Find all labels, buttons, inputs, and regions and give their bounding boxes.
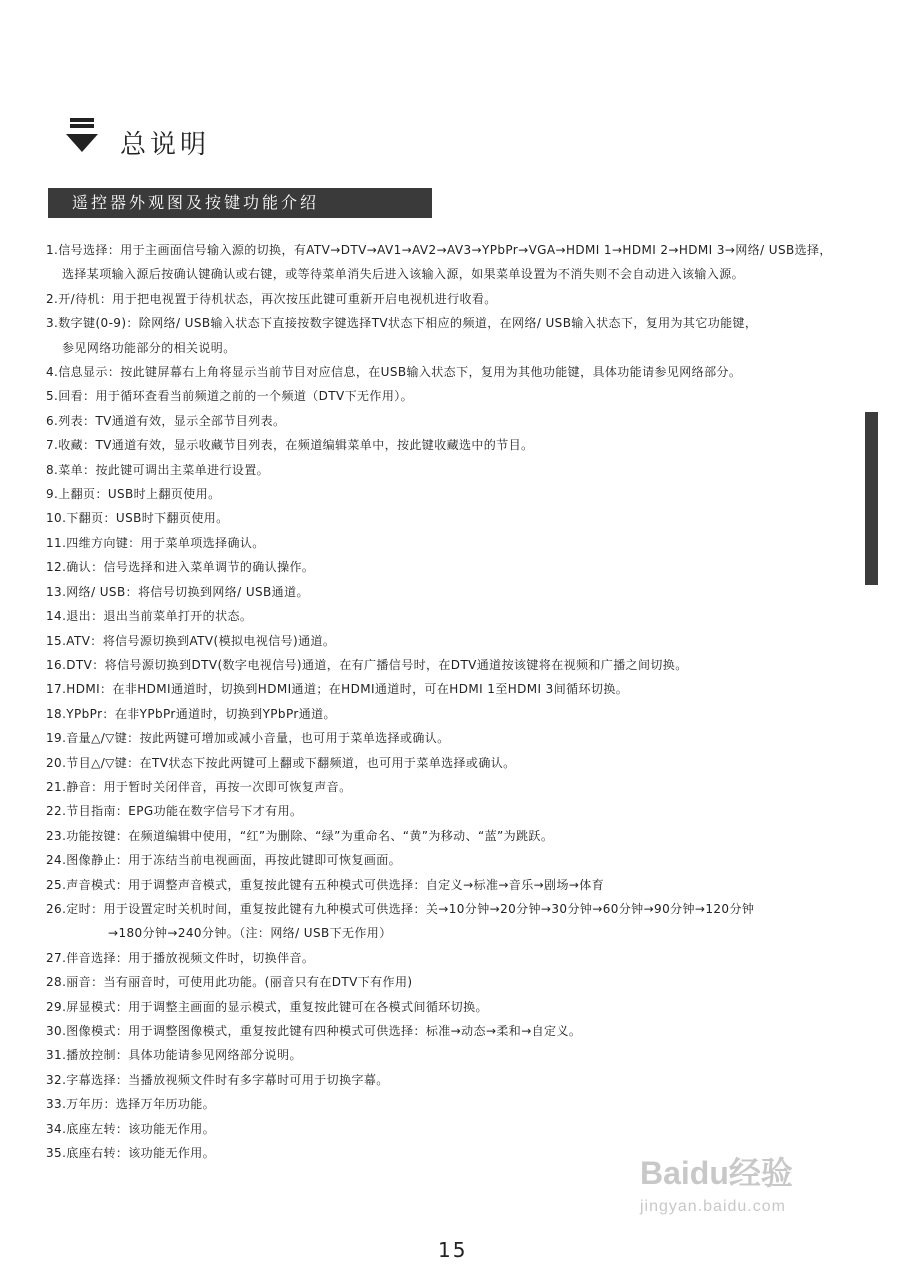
list-item-text: 12.确认：信号选择和进入菜单调节的确认操作。 xyxy=(46,560,315,575)
list-item xyxy=(46,531,886,555)
list-item-text: 11.四维方向键：用于菜单项选择确认。 xyxy=(46,535,265,550)
list-item-text: 10.下翻页：USB时下翻页使用。 xyxy=(46,511,229,526)
list-item xyxy=(46,555,886,579)
list-item-text: 30.图像模式：用于调整图像模式，重复按此键有四种模式可供选择：标准→动态→柔和→自定义。 xyxy=(46,1024,582,1038)
list-item-continuation: 选择某项输入源后按确认键确认或右键，或等待菜单消失后进入该输入源，如果菜单设置为不消失则不会自动进入该输入源。 xyxy=(62,267,745,282)
list-item xyxy=(46,873,886,897)
list-item xyxy=(46,1019,886,1043)
list-item xyxy=(46,726,886,750)
list-item xyxy=(46,1043,886,1067)
list-item-text: 7.收藏：TV通道有效，显示收藏节目列表，在频道编辑菜单中，按此键收藏选中的节目。 xyxy=(46,438,534,453)
list-item-text: 18.YPbPr：在非YPbPr通道时，切换到YPbPr通道。 xyxy=(46,706,336,721)
list-item xyxy=(46,1068,886,1092)
list-item xyxy=(46,238,886,287)
page-number: 15 xyxy=(438,1238,468,1262)
list-item-continuation: 参见网络功能部分的相关说明。 xyxy=(62,340,236,355)
list-item-text: 6.列表：TV通道有效，显示全部节目列表。 xyxy=(46,413,286,428)
list-item-text: 5.回看：用于循环查看当前频道之前的一个频道（DTV下无作用）。 xyxy=(46,389,414,404)
list-item-text: 25.声音模式：用于调整声音模式，重复按此键有五种模式可供选择：自定义→标准→音乐→剧场→体育 xyxy=(46,877,605,892)
page-title: 总说明 xyxy=(120,130,211,160)
function-list xyxy=(46,238,886,1165)
list-item xyxy=(46,702,886,726)
list-item-text: 24.图像静止：用于冻结当前电视画面，再按此键即可恢复画面。 xyxy=(46,853,402,868)
list-item-text: 22.节目指南：EPG功能在数字信号下才有用。 xyxy=(46,804,303,819)
list-item xyxy=(46,1117,886,1141)
list-item xyxy=(46,482,886,506)
list-item-text: 15.ATV：将信号源切换到ATV(模拟电视信号)通道。 xyxy=(46,633,336,648)
list-item xyxy=(46,897,886,946)
list-item xyxy=(46,653,886,677)
list-item-continuation: →180分钟→240分钟。（注：网络/ USB下无作用） xyxy=(108,926,392,941)
list-item-text: 32.字幕选择：当播放视频文件时有多字幕时可用于切换字幕。 xyxy=(46,1072,389,1087)
list-item xyxy=(46,970,886,994)
list-item-text: 21.静音：用于暂时关闭伴音，再按一次即可恢复声音。 xyxy=(46,779,352,794)
list-item xyxy=(46,824,886,848)
list-item-text: 16.DTV：将信号源切换到DTV(数字电视信号)通道，在有广播信号时，在DTV通道按该键将在视频和广播之间切换。 xyxy=(46,657,688,672)
list-item-text: 20.节目△/▽键：在TV状态下按此两键可上翻或下翻频道，也可用于菜单选择或确认。 xyxy=(46,755,516,770)
list-item xyxy=(46,433,886,457)
list-item-text: 34.底座左转：该功能无作用。 xyxy=(46,1121,216,1136)
list-item-text: 33.万年历：选择万年历功能。 xyxy=(46,1097,216,1112)
list-item-text: 8.菜单：按此键可调出主菜单进行设置。 xyxy=(46,462,270,477)
list-item xyxy=(46,775,886,799)
section-header: 遥控器外观图及按键功能介绍 xyxy=(48,188,432,218)
list-item xyxy=(46,1092,886,1116)
list-item-text: 17.HDMI：在非HDMI通道时，切换到HDMI通道；在HDMI通道时，可在HDMI 1至HDMI 3间循环切换。 xyxy=(46,682,629,697)
list-item-text: 23.功能按键：在频道编辑中使用，“红”为删除、“绿”为重命名、“黄”为移动、“蓝”为跳跃。 xyxy=(46,828,554,843)
side-tab xyxy=(865,412,878,585)
list-item xyxy=(46,604,886,628)
list-item xyxy=(46,995,886,1019)
list-item xyxy=(46,360,886,384)
list-item xyxy=(46,751,886,775)
list-item-text: 31.播放控制：具体功能请参见网络部分说明。 xyxy=(46,1048,302,1063)
list-item xyxy=(46,677,886,701)
list-item-text: 28.丽音：当有丽音时，可使用此功能。(丽音只有在DTV下有作用) xyxy=(46,975,413,990)
list-item xyxy=(46,287,886,311)
list-item-text: 3.数字键(0-9)：除网络/ USB输入状态下直接按数字键选择TV状态下相应的频道，在网络/ USB输入状态下，复用为其它功能键， xyxy=(46,316,758,331)
list-item xyxy=(46,384,886,408)
list-item xyxy=(46,409,886,433)
list-item-text: 2.开/待机：用于把电视置于待机状态，再次按压此键可重新开启电视机进行收看。 xyxy=(46,291,497,306)
list-item-text: 4.信息显示：按此键屏幕右上角将显示当前节目对应信息，在USB输入状态下，复用为其他功能键，具体功能请参见网络部分。 xyxy=(46,365,742,380)
section-arrow-icon xyxy=(66,118,98,158)
list-item-text: 29.屏显模式：用于调整主画面的显示模式，重复按此键可在各模式间循环切换。 xyxy=(46,999,488,1014)
watermark-brand: Baidu经验 xyxy=(640,1155,793,1191)
list-item-text: 1.信号选择：用于主画面信号输入源的切换，有ATV→DTV→AV1→AV2→AV3→YPbPr→VGA→HDMI 1→HDMI 2→HDMI 3→网络/ USB选择， xyxy=(46,243,832,257)
list-item-text: 9.上翻页：USB时上翻页使用。 xyxy=(46,487,221,502)
list-item xyxy=(46,629,886,653)
list-item xyxy=(46,311,886,360)
list-item xyxy=(46,458,886,482)
list-item xyxy=(46,799,886,823)
list-item xyxy=(46,848,886,872)
list-item xyxy=(46,580,886,604)
list-item-text: 27.伴音选择：用于播放视频文件时，切换伴音。 xyxy=(46,950,315,965)
list-item xyxy=(46,946,886,970)
list-item-text: 14.退出：退出当前菜单打开的状态。 xyxy=(46,609,253,624)
list-item-text: 26.定时：用于设置定时关机时间，重复按此键有九种模式可供选择：关→10分钟→20分钟→30分钟→60分钟→90分钟→120分钟 xyxy=(46,901,755,916)
list-item xyxy=(46,506,886,530)
list-item-text: 35.底座右转：该功能无作用。 xyxy=(46,1146,216,1161)
watermark xyxy=(640,1148,793,1216)
list-item-text: 13.网络/ USB：将信号切换到网络/ USB通道。 xyxy=(46,584,309,599)
watermark-url: jingyan.baidu.com xyxy=(640,1198,786,1215)
list-item-text: 19.音量△/▽键：按此两键可增加或减小音量，也可用于菜单选择或确认。 xyxy=(46,731,450,746)
